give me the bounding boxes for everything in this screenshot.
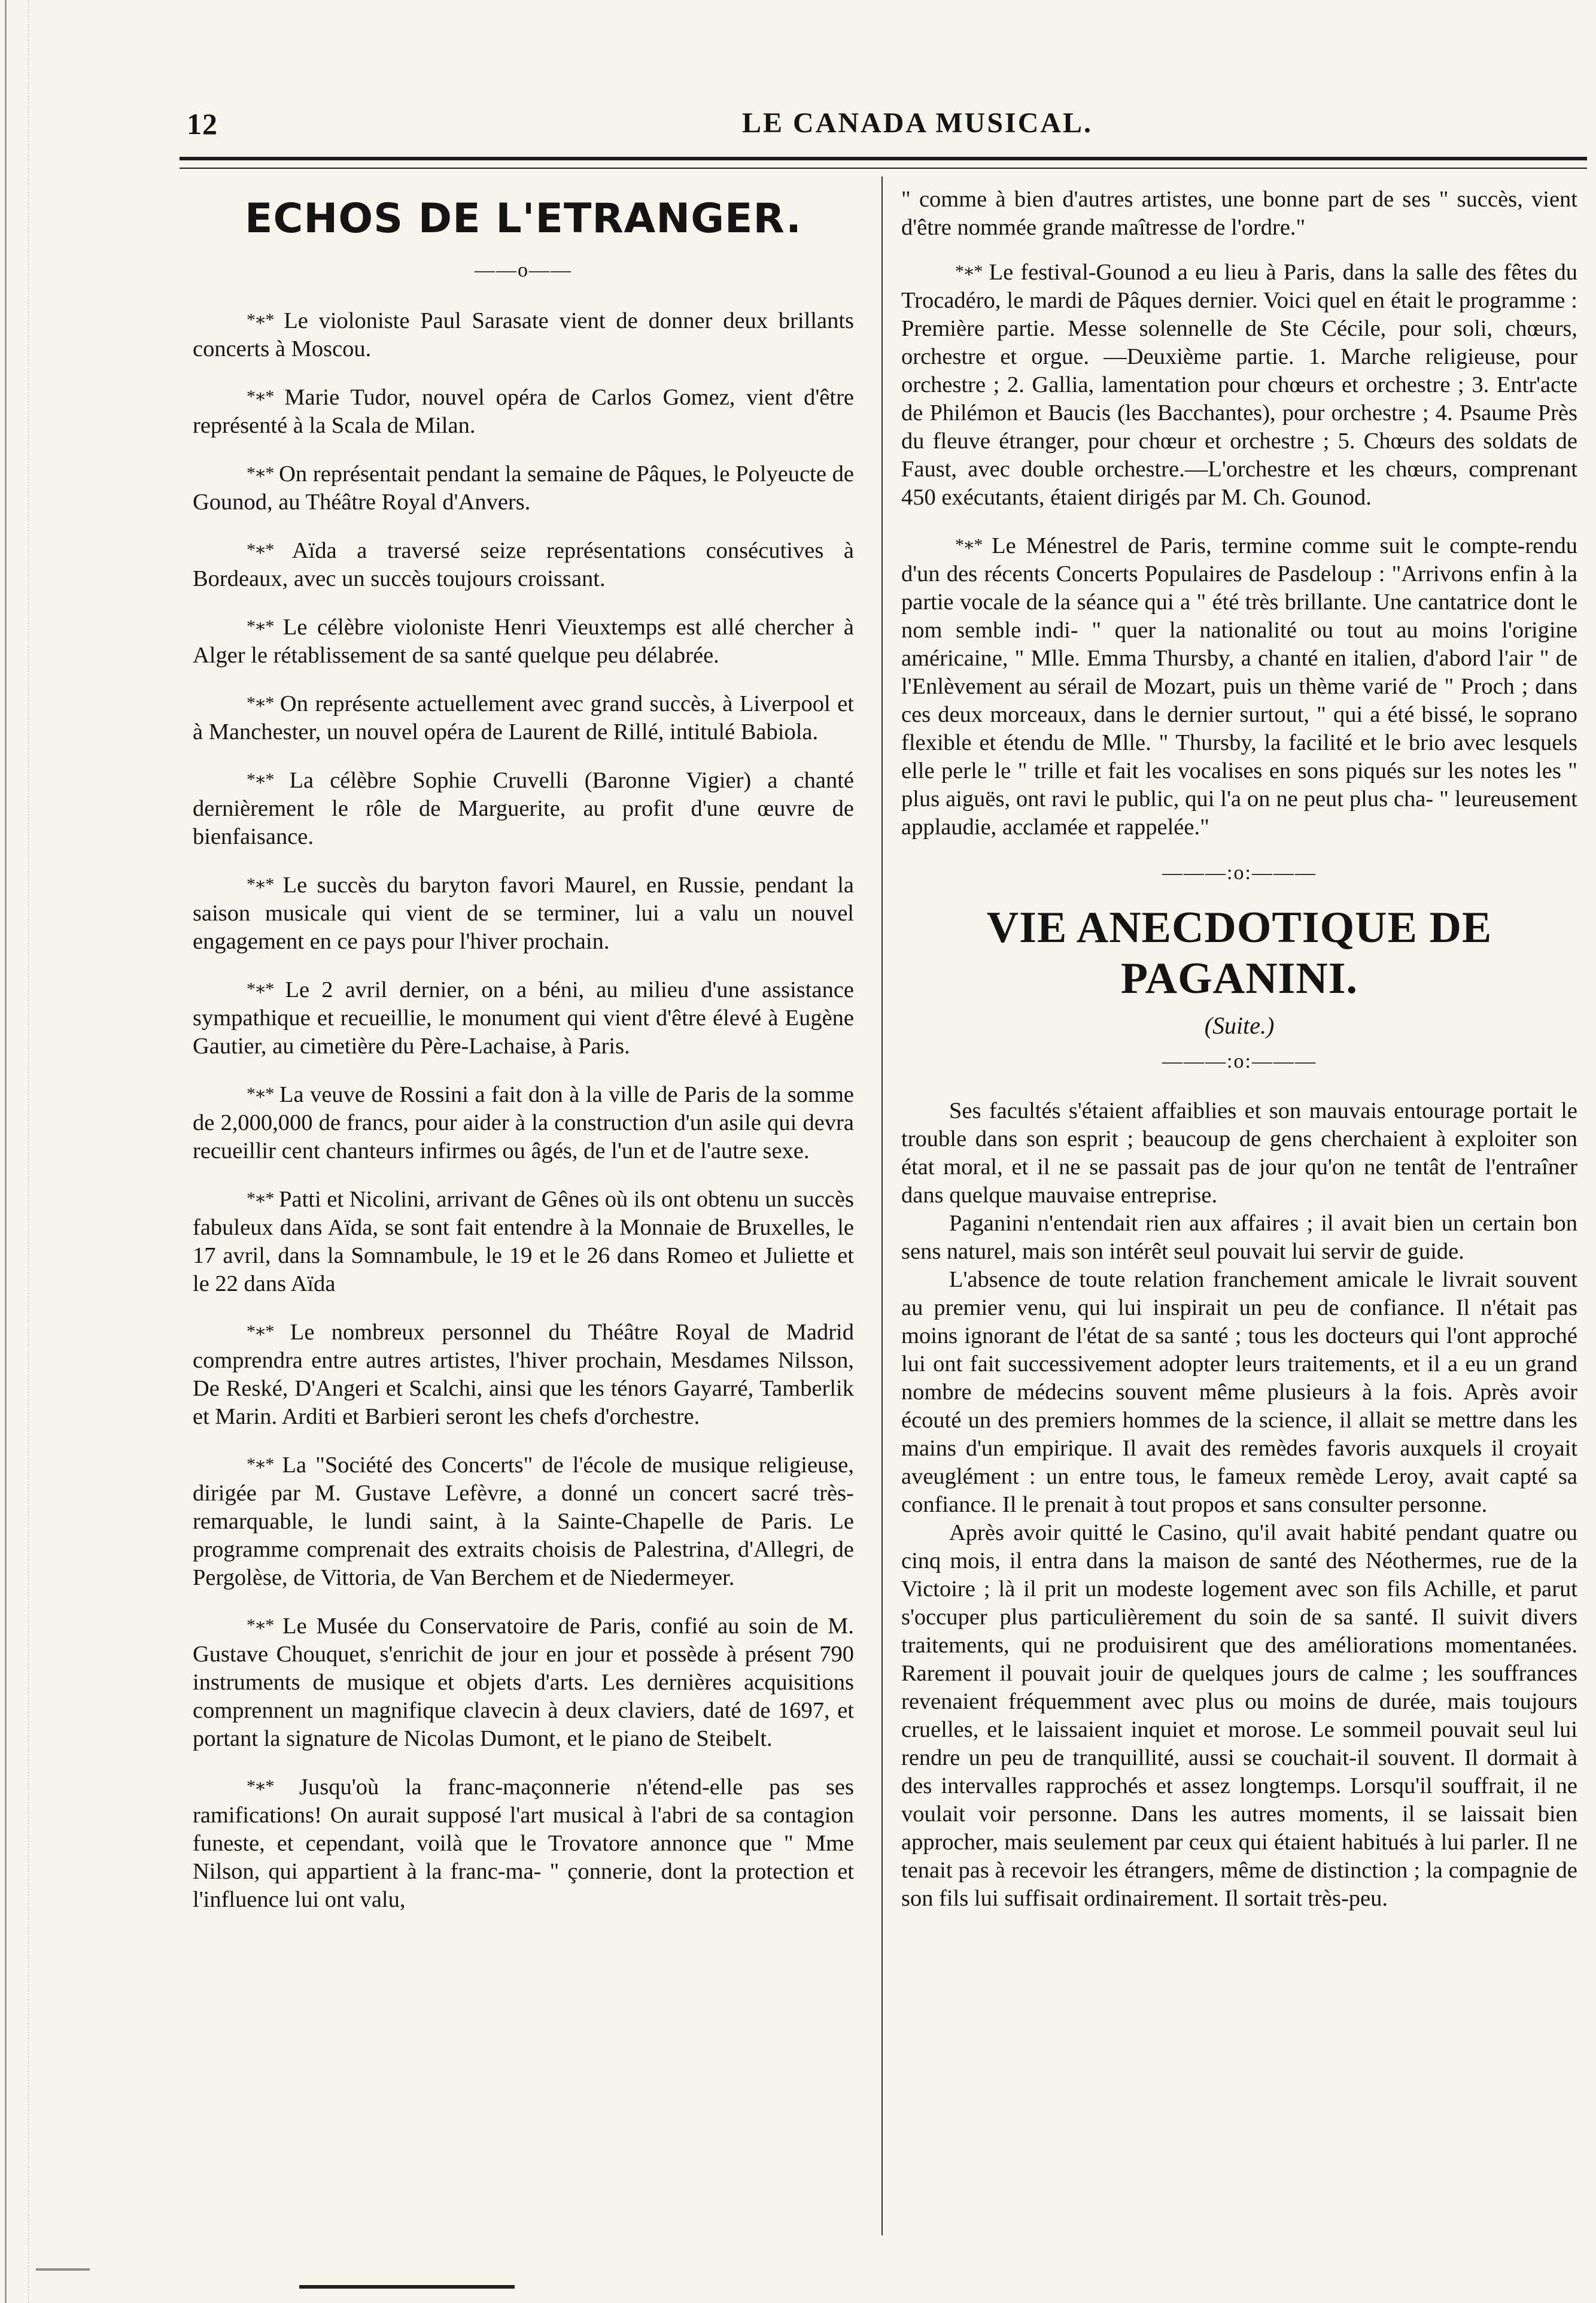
news-item	[193, 1317, 854, 1431]
news-item-text: Le succès du baryton favori Maurel, en Russie, pendant la saison musicale qui vient de se terminer, lui a valu un nouvel engagement en ce pays pour l'hiver prochain.	[193, 873, 855, 954]
asterism-icon: *∗*	[247, 693, 273, 713]
news-item-text: Patti et Nicolini, arrivant de Gênes où ils ont obtenu un succès fabuleux dans Aïda, se sont fait entendre à la Monnaie de Bruxelles, le 17 avril, dans la Somnambule, le 19 et le 26 dans Romeo et Juliette et le 22 dans Aïda	[193, 1187, 855, 1296]
news-item	[193, 1184, 854, 1298]
news-item	[901, 531, 1577, 841]
asterism-icon: *∗*	[247, 874, 273, 894]
section-title-echos: ECHOS DE L'ETRANGER.	[245, 195, 802, 242]
news-item-text: Jusqu'où la franc-maçonnerie n'étend-elle pas ses ramifications! On aurait supposé l'art musical à l'abri de sa contagion funeste, et cependant, voilà que le Trovatore annonce que " Mme Nilson, qui appartient à la franc-ma- " çonnerie, dont la protection et l'influence lui ont valu,	[193, 1775, 855, 1912]
news-item	[193, 1450, 854, 1592]
news-item	[193, 870, 854, 956]
news-item	[193, 612, 854, 670]
asterism-icon: *∗*	[247, 1776, 273, 1796]
binding-edge	[5, 0, 29, 2303]
bottom-rule	[299, 2285, 515, 2289]
page-number: 12	[187, 107, 218, 141]
news-item-text: Le festival-Gounod a eu lieu à Paris, dans la salle des fêtes du Trocadéro, le mardi de Pâques dernier. Voici quel en était le programme : Première partie. Messe solennelle de Ste Cécile, pour soli, chœurs, orchestre et orgue. —Deuxième partie. 1. Marche religieuse, pour orchestre ; 2. Gallia, lamentation pour chœurs et orchestre ; 3. Entr'acte de Philémon et Baucis (les Bacchantes), pour orchestre ; 4. Psaume Près du fleuve étranger, pour chœur et orchestre ; 5. Chœurs des soldats de Faust, avec double orchestre.—L'orchestre et les chœurs, comprenant 450 exécutants, étaient dirigés par M. Ch. Gounod.	[901, 260, 1578, 510]
news-item	[193, 1611, 854, 1753]
article-body	[901, 1097, 1577, 1913]
asterism-icon: *∗*	[247, 1084, 273, 1104]
news-item	[193, 536, 854, 593]
asterism-icon: *∗*	[247, 1454, 273, 1474]
section-divider: ———:o:———	[1162, 1050, 1317, 1072]
news-item	[193, 689, 854, 746]
news-item	[193, 975, 854, 1061]
news-item-text: Le nombreux personnel du Théâtre Royal de Madrid comprendra entre autres artistes, l'hiver prochain, Mesdames Nilsson, De Reské, D'Angeri et Scalchi, ainsi que les ténors Gayarré, Tamberlik et Marin. Arditi et Barbieri seront les chefs d'orchestre.	[193, 1320, 854, 1429]
news-item-text: On représentait pendant la semaine de Pâques, le Polyeucte de Gounod, au Théâtre Royal d'Anvers.	[193, 461, 855, 515]
article-paragraph: Ses facultés s'étaient affaiblies et son mauvais entourage portait le trouble dans son esprit ; beaucoup de gens cherchaient à exploiter son état moral, et il ne se passait pas de jour qu'on ne tentât de l'entraîner dans quelque mauvaise entreprise.	[901, 1098, 1577, 1208]
asterism-icon: *∗*	[247, 1189, 273, 1208]
asterism-icon: *∗*	[247, 770, 273, 789]
asterism-icon: *∗*	[247, 463, 273, 483]
asterism-icon: *∗*	[247, 310, 273, 330]
news-item-text: On représente actuellement avec grand succès, à Liverpool et à Manchester, un nouvel opéra de Laurent de Rillé, intitulé Babiola.	[193, 691, 855, 745]
news-item	[193, 765, 854, 851]
continued-text: " comme à bien d'autres artistes, une bonne part de ses " succès, vient d'être nommée grande maîtresse de l'ordre."	[901, 187, 1577, 240]
section-subtitle: (Suite.)	[1204, 1012, 1275, 1039]
news-item-text: La célèbre Sophie Cruvelli (Baronne Vigier) a chanté dernièrement le rôle de Marguerite, au profit d'une œuvre de bienfaisance.	[193, 768, 854, 849]
news-item	[193, 1080, 854, 1165]
asterism-icon: *∗*	[955, 535, 982, 555]
article-paragraph: Après avoir quitté le Casino, qu'il avait habité pendant quatre ou cinq mois, il entra dans la maison de santé des Néothermes, rue de la Victoire ; là il prit un modeste logement avec son fils Achille, et parut s'occuper plus particulièrement du soin de sa santé. Il suivit divers traitements, qui ne produisirent que des améliorations momentanées. Rarement il pouvait jouir de quelques jours de calme ; les souffrances revenaient fréquemment avec plus ou moins de durée, mais toujours cruelles, et le laissaient inquiet et morose. Le sommeil pouvait seul lui rendre un peu de tranquillité, aussi se couchait-il souvent. Il dormait à des intervalles rapprochés et assez longtemps. Lorsqu'il souffrait, il ne voulait voir personne. Dans les autres moments, il se laissait bien approcher, mais seulement par ceux qui étaient habitués à lui parler. Il ne tenait pas à recevoir les étrangers, même de distinction ; la compagnie de son fils lui suffisait ordinairement. Il sortait très-peu.	[901, 1520, 1577, 1911]
news-item	[193, 306, 854, 363]
news-item	[193, 382, 854, 440]
running-title: LE CANADA MUSICAL.	[742, 107, 1093, 139]
news-item-text: Marie Tudor, nouvel opéra de Carlos Gomez, vient d'être représenté à la Scala de Milan.	[193, 385, 855, 438]
news-item	[901, 257, 1577, 512]
asterism-icon: *∗*	[247, 1615, 273, 1635]
margin-mark	[36, 2268, 90, 2271]
section-title-paganini: VIE ANECDOTIQUE DE PAGANINI.	[986, 903, 1492, 1003]
news-item-text: Le violoniste Paul Sarasate vient de donner deux brillants concerts à Moscou.	[193, 308, 855, 361]
news-item-text: La veuve de Rossini a fait don à la ville de Paris de la somme de 2,000,000 de francs, pour aider à la construction d'un asile qui devra recueillir cent chanteurs infirmes ou âgés, de l'un et de l'autre sexe.	[193, 1082, 855, 1163]
right-column	[901, 186, 1577, 1913]
news-item	[193, 459, 854, 516]
article-paragraph: L'absence de toute relation franchement amicale le livrait souvent au premier venu, qui lui inspirait un peu de confiance. Il n'était pas moins ignorant de l'état de sa santé ; tous les docteurs qui l'ont approché lui ont fait successivement adopter leurs traitements, et il a eu un grand nombre de médecins souvent même plusieurs à la fois. Après avoir écouté un des premiers hommes de la science, il allait se mettre dans les mains d'un empirique. Il avait des remèdes favoris auxquels il croyait aveuglément : un entre tous, le fameux remède Leroy, avait capté sa confiance. Il le prenait à tout propos et sans consulter personne.	[901, 1267, 1577, 1517]
news-item-text: Le célèbre violoniste Henri Vieuxtemps est allé chercher à Alger le rétablissement de sa santé quelque peu délabrée.	[193, 615, 854, 668]
section-divider: ———:o:———	[1162, 862, 1317, 884]
news-item-text: Le Ménestrel de Paris, termine comme suit le compte-rendu d'un des récents Concerts Populaires de Pasdeloup : "Arrivons enfin à la partie vocale de la séance qui a " été très brillante. Une cantatrice dont le nom semble indi- " quer la nationalité ou tout au moins l'origine américaine, " Mlle. Emma Thursby, a chanté en italien, d'abord l'air " de l'Enlèvement au sérail de Mozart, puis un thème varié de " Proch ; dans ces deux morceaux, dans le dernier surtout, " qui a été bissé, le soprano flexible et étendu de Mlle. " Thursby, la facilité et le brio avec lesquels elle perle le " trille et fait les vocalises en sons piqués sur les notes les " plus aiguës, ont ravi le public, qui l'a on ne peut plus cha- " leureusement applaudie, acclamée et rappelée."	[901, 533, 1577, 840]
news-item-text: Le Musée du Conservatoire de Paris, confié au soin de M. Gustave Chouquet, s'enrichit de jour en jour et possède à présent 790 instruments de musique et objets d'arts. Les dernières acquisitions comprennent un magnifique clavecin à deux claviers, daté de 1697, et portant la signature de Nicolas Dumont, et le piano de Steibelt.	[193, 1614, 855, 1751]
header-rule	[180, 157, 1587, 169]
news-item-text: La "Société des Concerts" de l'école de musique religieuse, dirigée par M. Gustave Lefèvre, a donné un concert sacré très-remarquable, le lundi saint, à la Sainte-Chapelle de Paris. Le programme comprenait des extraits choisis de Palestrina, d'Allegri, de Pergolèse, de Vittoria, de Van Berchem et de Niedermeyer.	[193, 1453, 854, 1590]
left-column	[193, 186, 854, 1933]
asterism-icon: *∗*	[247, 387, 273, 406]
asterism-icon: *∗*	[955, 262, 982, 281]
news-item-text: Le 2 avril dernier, on a béni, au milieu d'une assistance sympathique et recueillie, le monument qui vient d'être élevé à Eugène Gautier, au cimetière du Père-Lachaise, à Paris.	[193, 977, 854, 1059]
asterism-icon: *∗*	[247, 1321, 273, 1341]
asterism-icon: *∗*	[247, 540, 273, 560]
asterism-icon: *∗*	[247, 979, 273, 999]
news-item	[193, 1772, 854, 1914]
news-item-text: Aïda a traversé seize représentations consécutives à Bordeaux, avec un succès toujours croissant.	[193, 538, 854, 591]
column-divider	[881, 177, 883, 2235]
section-divider: ——o——	[475, 259, 572, 281]
article-paragraph: Paganini n'entendait rien aux affaires ; il avait bien un certain bon sens naturel, mais son intérêt seul pouvait lui servir de guide.	[901, 1211, 1577, 1264]
echos-list-continued	[901, 257, 1577, 841]
asterism-icon: *∗*	[247, 616, 273, 636]
echos-list	[193, 306, 854, 1914]
